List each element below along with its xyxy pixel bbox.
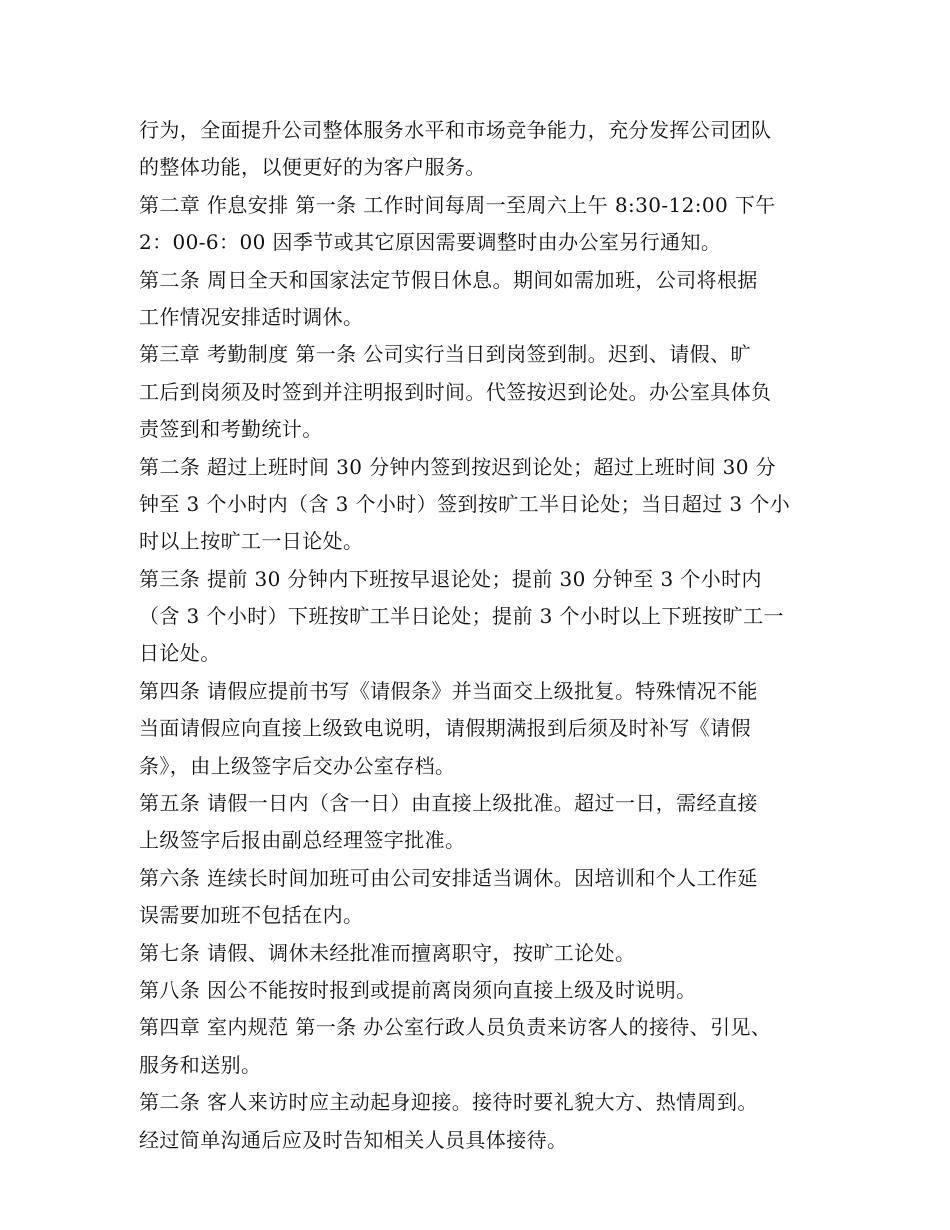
text-line: 第三章 考勤制度 第一条 公司实行当日到岗签到制。迟到、请假、旷: [139, 342, 751, 367]
text-line: 日论处。: [139, 641, 221, 666]
text-line: 当面请假应向直接上级致电说明，请假期满报到后须及时补写《请假: [139, 716, 751, 741]
text-line: 第二条 超过上班时间 30 分钟内签到按迟到论处；超过上班时间 30 分: [139, 454, 777, 479]
text-line: 责签到和考勤统计。: [139, 417, 323, 442]
text-line: 服务和送别。: [139, 1052, 262, 1077]
text-line: 第二条 周日全天和国家法定节假日休息。期间如需加班，公司将根据: [139, 267, 758, 292]
text-line: 上级签字后报由副总经理签字批准。: [139, 828, 466, 853]
text-line: 工作情况安排适时调休。: [139, 304, 364, 329]
text-line: 第四条 请假应提前书写《请假条》并当面交上级批复。特殊情况不能: [139, 678, 758, 703]
text-line: （含 3 个小时）下班按旷工半日论处；提前 3 个小时以上下班按旷工一: [139, 604, 784, 629]
text-line: 第二章 作息安排 第一条 工作时间每周一至周六上午 8:30-12:00 下午: [139, 192, 776, 217]
text-line: 时以上按旷工一日论处。: [139, 529, 364, 554]
text-line: 第二条 客人来访时应主动起身迎接。接待时要礼貌大方、热情周到。: [139, 1090, 758, 1115]
text-line: 第五条 请假一日内（含一日）由直接上级批准。超过一日，需经直接: [139, 791, 758, 816]
text-line: 误需要加班不包括在内。: [139, 903, 364, 928]
text-line: 第四章 室内规范 第一条 办公室行政人员负责来访客人的接待、引见、: [139, 1015, 772, 1040]
text-line: 第七条 请假、调休未经批准而擅离职守，按旷工论处。: [139, 940, 636, 965]
text-line: 第八条 因公不能按时报到或提前离岗须向直接上级及时说明。: [139, 977, 697, 1002]
text-line: 行为，全面提升公司整体服务水平和市场竞争能力，充分发挥公司团队: [139, 118, 772, 142]
text-line: 钟至 3 个小时内（含 3 个小时）签到按旷工半日论处；当日超过 3 个小: [139, 491, 791, 516]
text-line: 的整体功能，以便更好的为客户服务。: [139, 155, 486, 180]
text-line: 经过简单沟通后应及时告知相关人员具体接待。: [139, 1127, 568, 1152]
text-line: 条》，由上级签字后交办公室存档。: [139, 753, 456, 778]
text-line: 工后到岗须及时签到并注明报到时间。代签按迟到论处。办公室具体负: [139, 379, 772, 404]
text-line: 第六条 连续长时间加班可由公司安排适当调休。因培训和个人工作延: [139, 865, 758, 890]
text-line: 2：00-6：00 因季节或其它原因需要调整时由办公室另行通知。: [139, 230, 722, 255]
text-line: 第三条 提前 30 分钟内下班按早退论处；提前 30 分钟至 3 个小时内: [139, 566, 762, 591]
document-body: [139, 112, 819, 1159]
